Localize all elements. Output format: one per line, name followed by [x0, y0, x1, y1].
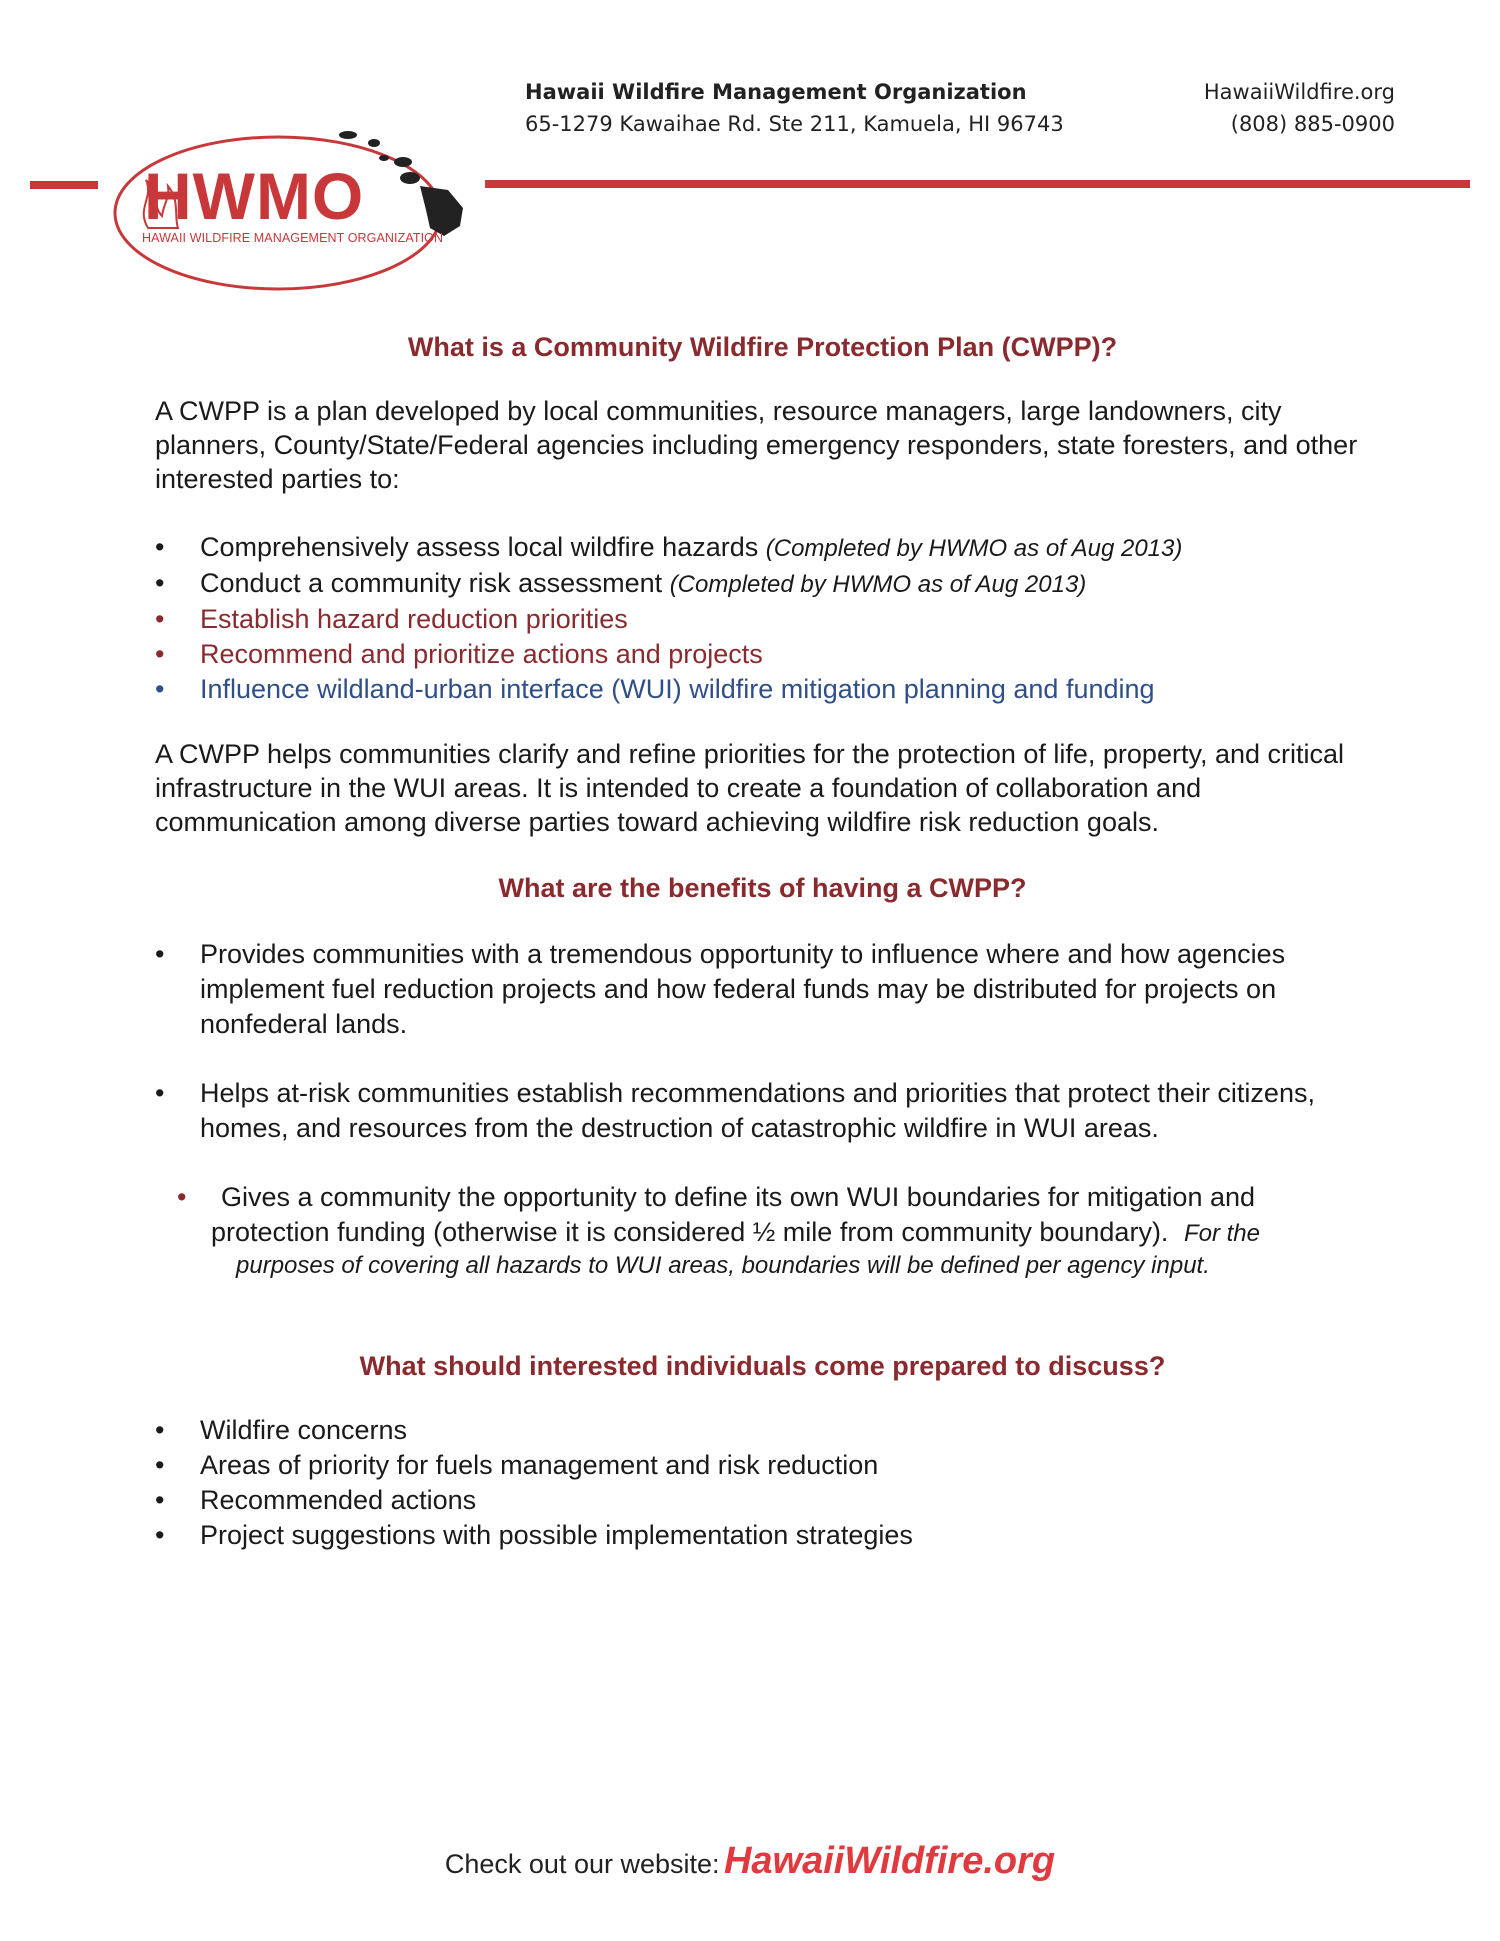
bullet-icon: •	[177, 1182, 187, 1212]
list-item: • Conduct a community risk assessment (Completed by HWMO as of Aug 2013)	[155, 566, 1370, 602]
logo-subtitle: HAWAII WILDFIRE MANAGEMENT ORGANIZATION	[142, 231, 444, 245]
list-item: • Comprehensively assess local wildfire hazards (Completed by HWMO as of Aug 2013)	[155, 530, 1370, 566]
org-address: 65-1279 Kawaihae Rd. Ste 211, Kamuela, HI 96743	[525, 112, 1064, 136]
bullet-icon: •	[155, 1485, 165, 1515]
completion-note: (Completed by HWMO as of Aug 2013)	[765, 535, 1183, 562]
document-body	[155, 330, 1370, 1553]
header-website: HawaiiWildfire.org	[1203, 80, 1395, 104]
footer	[0, 1840, 1500, 1883]
completion-note: (Completed by HWMO as of Aug 2013)	[669, 571, 1087, 598]
org-info	[525, 76, 1064, 140]
section1-closing: A CWPP helps communities clarify and refine priorities for the protection of life, property, and critical infrastructure in the WUI areas. It is intended to create a foundation of collaboration and communication among diverse parties toward achieving wildfire risk reduction goals.	[155, 739, 1345, 837]
bullet-icon: •	[155, 939, 165, 969]
list-item: • Recommended actions	[155, 1483, 1370, 1518]
bullet-icon: •	[155, 532, 165, 562]
section2-bullet-3: • Gives a community the opportunity to define its own WUI boundaries for mitigation and protection funding (otherwise it is considered ½ mile from community boundary). For the purposes of covering all hazards to WUI areas, boundaries will be defined per agency input.	[177, 1182, 1260, 1279]
logo-acronym: HWMO	[144, 159, 365, 233]
section1-bullets	[155, 530, 1370, 707]
list-item: • Areas of priority for fuels management and risk reduction	[155, 1448, 1370, 1483]
bullet-icon: •	[155, 568, 165, 598]
contact-info	[1204, 76, 1395, 140]
bullet-icon: •	[155, 1450, 165, 1480]
list-item: • Wildfire concerns	[155, 1413, 1370, 1448]
section1-heading: What is a Community Wildfire Protection Plan (CWPP)?	[407, 332, 1118, 362]
bullet-icon: •	[155, 604, 165, 634]
list-item: • Provides communities with a tremendous opportunity to influence where and how agencies implement fuel reduction projects and how federal funds may be distributed for projects on nonfederal lands.	[155, 939, 1286, 1039]
hwmo-logo	[108, 128, 480, 298]
footer-website-link[interactable]: HawaiiWildfire.org	[723, 1840, 1056, 1882]
section2-heading: What are the benefits of having a CWPP?	[498, 873, 1027, 903]
bullet-icon: •	[155, 1415, 165, 1445]
bullet-icon: •	[155, 639, 165, 669]
list-item: • Influence wildland-urban interface (WUI) wildfire mitigation planning and funding	[155, 672, 1370, 707]
header-rule-left	[30, 181, 98, 189]
bullet-icon: •	[155, 1078, 165, 1108]
list-item: • Establish hazard reduction priorities	[155, 602, 1370, 637]
org-name: Hawaii Wildfire Management Organization	[525, 80, 1027, 104]
section3-heading: What should interested individuals come prepared to discuss?	[359, 1351, 1166, 1381]
bullet-icon: •	[155, 1520, 165, 1550]
section1-intro: A CWPP is a plan developed by local communities, resource managers, large landowners, city planners, County/State/Federal agencies including emergency responders, state foresters, and other interested parties to:	[155, 396, 1358, 494]
section3-bullets	[155, 1413, 1370, 1553]
list-item: • Helps at-risk communities establish recommendations and priorities that protect their citizens, homes, and resources from the destruction of catastrophic wildfire in WUI areas.	[155, 1078, 1315, 1143]
list-item: • Project suggestions with possible implementation strategies	[155, 1518, 1370, 1553]
bullet-icon: •	[155, 674, 165, 704]
header-rule-right	[485, 180, 1470, 188]
footer-label: Check out our website:	[444, 1849, 720, 1879]
list-item: • Recommend and prioritize actions and projects	[155, 637, 1370, 672]
section2-bullets	[155, 937, 1370, 1146]
header-phone: (808) 885-0900	[1230, 112, 1395, 136]
